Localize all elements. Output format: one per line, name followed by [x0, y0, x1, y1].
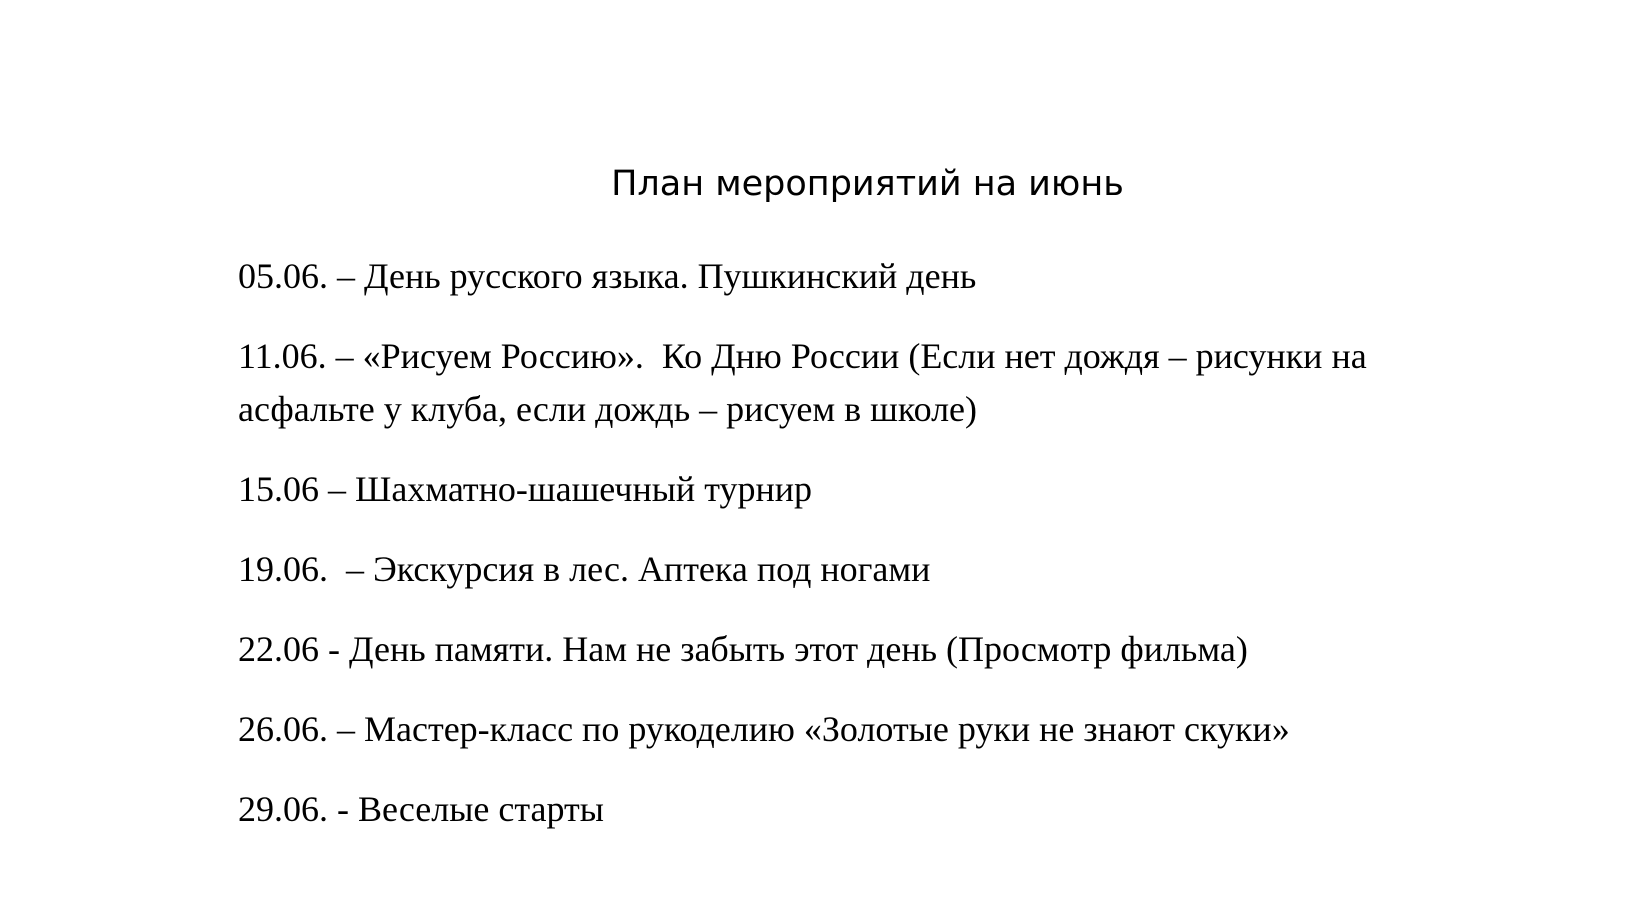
- event-item: 22.06 - День памяти. Нам не забыть этот день (Просмотр фильма): [238, 629, 1248, 669]
- event-item: 11.06. – «Рисуем Россию». Ко Дню России (Если нет дождя – рисунки на асфальте у клуба, если дождь – рисуем в школе): [238, 336, 1376, 429]
- event-item: 05.06. – День русского языка. Пушкинский день: [238, 256, 977, 296]
- event-item: 26.06. – Мастер-класс по рукоделию «Золотые руки не знают скуки»: [238, 709, 1290, 749]
- event-item: 15.06 – Шахматно-шашечный турнир: [238, 469, 812, 509]
- event-item: 29.06. - Веселые старты: [238, 789, 604, 829]
- document-title-text: План мероприятий на июнь: [611, 164, 1124, 204]
- event-list: [238, 250, 1478, 863]
- document-title: [0, 162, 1490, 206]
- event-item: 19.06. – Экскурсия в лес. Аптека под ногами: [238, 549, 931, 589]
